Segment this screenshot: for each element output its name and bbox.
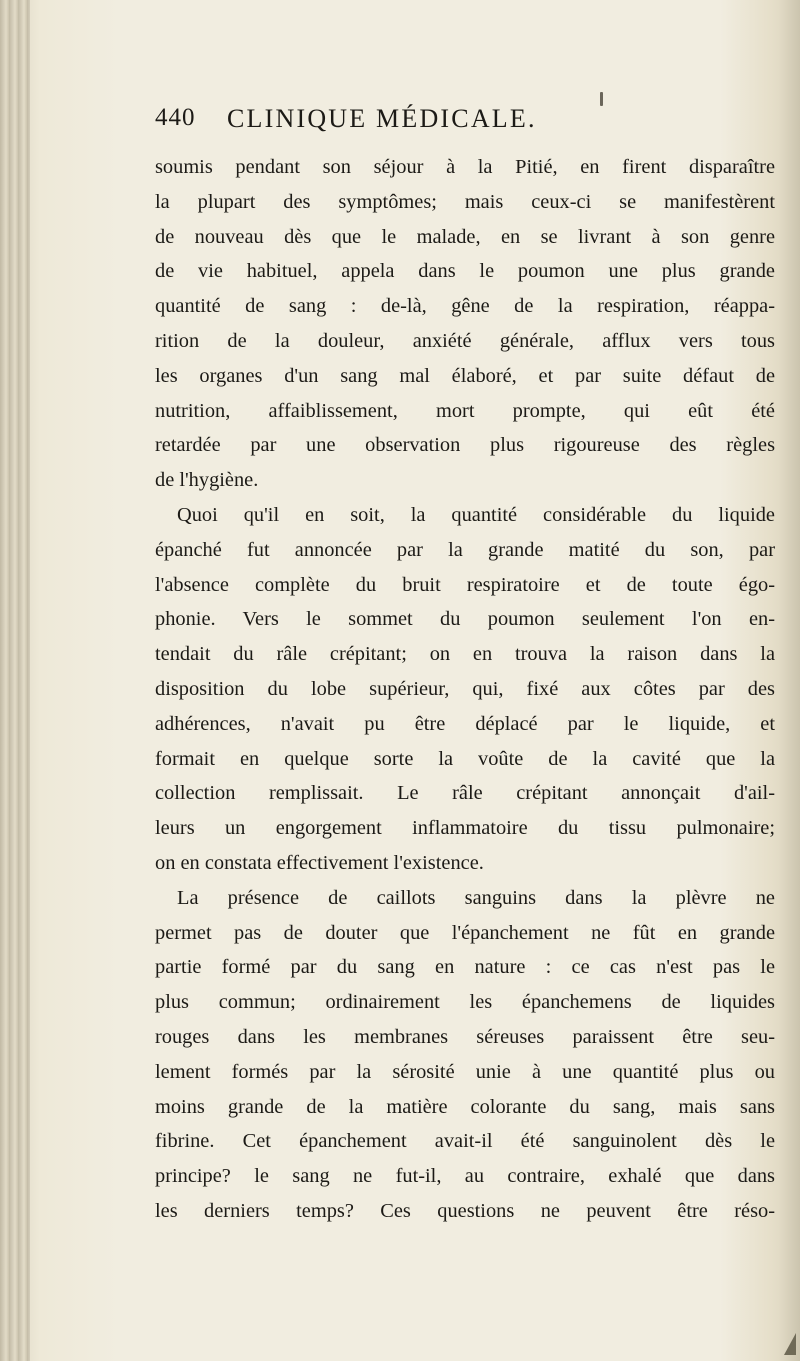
running-title: CLINIQUE MÉDICALE. [227,104,537,133]
text-line: partie formé par du sang en nature : ce cas n'est pas le [155,956,775,979]
text-line: moins grande de la matière colorante du sang, mais sans [155,1095,775,1118]
text-line: épanché fut annoncée par la grande matité du son, par [155,538,775,561]
text-line: de vie habituel, appela dans le poumon une plus grande [155,260,775,283]
text-line: les organes d'un sang mal élaboré, et par suite défaut de [155,364,775,387]
text-line: plus commun; ordinairement les épanchemens de liquides [155,991,775,1014]
text-line: retardée par une observation plus rigoureuse des règles [155,434,775,457]
text-line: formait en quelque sorte la voûte de la cavité que la [155,747,775,770]
text-line: tendait du râle crépitant; on en trouva la raison dans la [155,643,775,666]
text-line: principe? le sang ne fut-il, au contraire, exhalé que dans [155,1165,775,1188]
text-line: quantité de sang : de-là, gêne de la respiration, réappa- [155,295,775,318]
text-line: Quoi qu'il en soit, la quantité considérable du liquide [177,503,775,526]
text-line: nutrition, affaiblissement, mort prompte, qui eût été [155,399,775,422]
text-line: La présence de caillots sanguins dans la plèvre ne [177,886,775,909]
text-line: on en constata effectivement l'existence. [155,851,484,874]
text-line: rouges dans les membranes séreuses paraissent être seu- [155,1025,775,1048]
text-line: fibrine. Cet épanchement avait-il été sanguinolent dès le [155,1130,775,1153]
page-header [155,104,715,144]
text-line: adhérences, n'avait pu être déplacé par le liquide, et [155,712,775,735]
text-line: soumis pendant son séjour à la Pitié, en firent disparaître [155,156,775,178]
page-outer-edge [778,0,800,1361]
text-line: l'absence complète du bruit respiratoire et de toute égo- [155,573,775,596]
text-line: de nouveau dès que le malade, en se livrant à son genre [155,225,775,248]
text-line: permet pas de douter que l'épanchement ne fût en grande [155,921,775,944]
text-line: lement formés par la sérosité unie à une quantité plus ou [155,1060,775,1083]
text-line: la plupart des symptômes; mais ceux-ci se manifestèrent [155,190,775,213]
text-line: disposition du lobe supérieur, qui, fixé aux côtes par des [155,677,775,700]
text-line: de l'hygiène. [155,469,259,492]
text-line: rition de la douleur, anxiété générale, afflux vers tous [155,329,775,352]
page-number: 440 [155,104,196,131]
text-line: les derniers temps? Ces questions ne peuvent être réso- [155,1199,775,1222]
text-line: collection remplissait. Le râle crépitant annonçait d'ail- [155,782,775,805]
page-binding-edge [0,0,30,1361]
text-line: phonie. Vers le sommet du poumon seulement l'on en- [155,608,775,631]
text-line: leurs un engorgement inflammatoire du tissu pulmonaire; [155,817,775,840]
body-text [155,150,775,1229]
